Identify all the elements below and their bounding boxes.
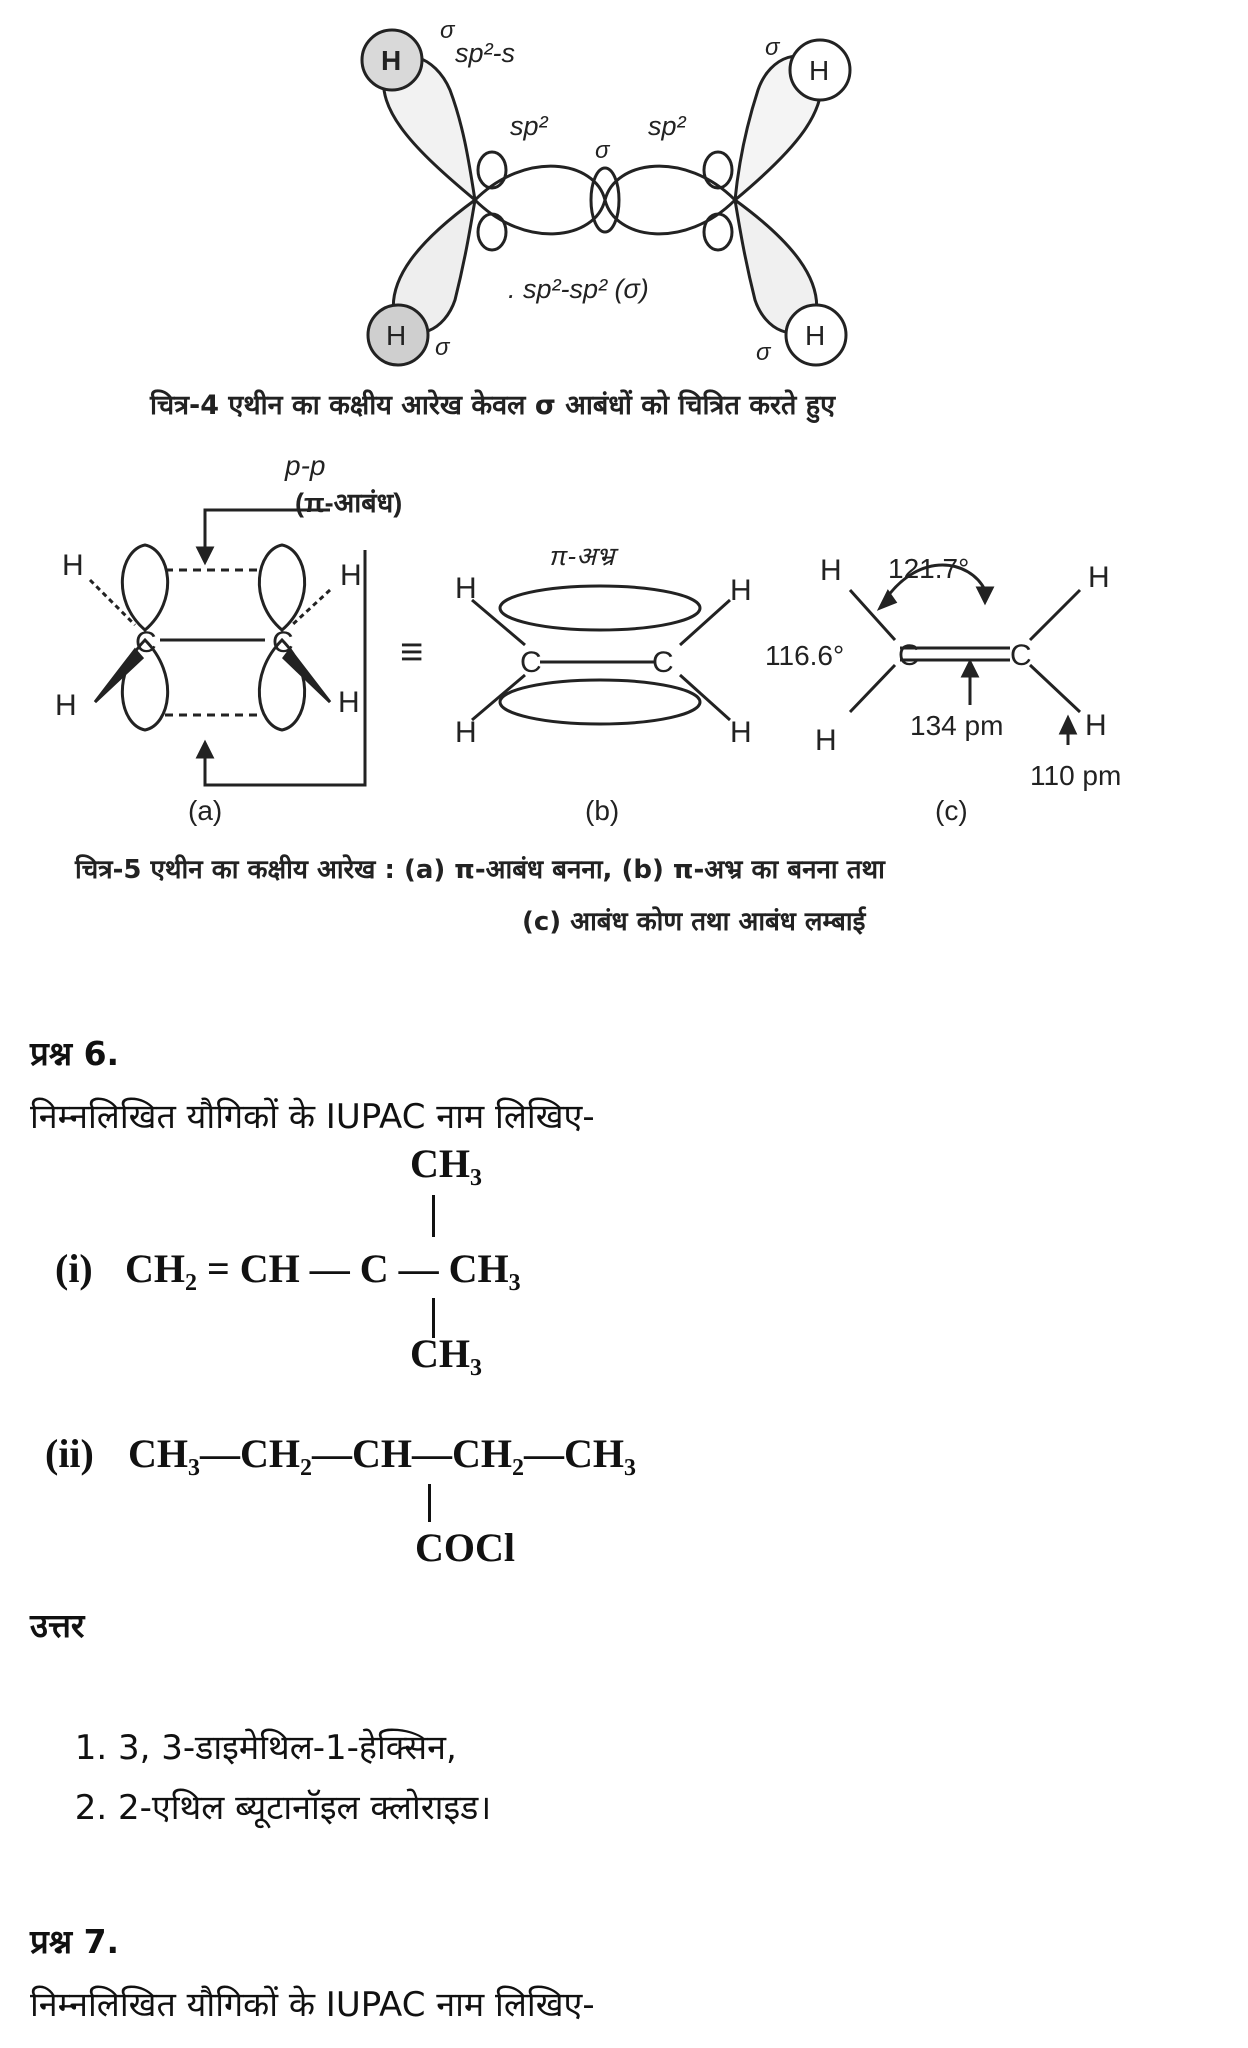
answer-heading: उत्तर xyxy=(30,1606,85,1645)
pp-label: p-p xyxy=(285,450,326,481)
h-a-4: H xyxy=(338,686,360,719)
c-b-2: C xyxy=(652,646,674,679)
len-134-label: 134 pm xyxy=(910,710,1004,741)
figure-5-caption-line-1: चित्र-5 एथीन का कक्षीय आरेख : (a) π-आबंध बनना, (b) π-अभ्र का बनना तथा xyxy=(75,855,885,885)
sp2-sp2-sigma-label: . sp²-sp² (σ) xyxy=(508,274,649,304)
h-label-4: H xyxy=(805,320,826,351)
pi-bond-label: (π-आबंध) xyxy=(295,488,403,518)
h-a-1: H xyxy=(62,549,84,582)
sp2-label-left: sp² xyxy=(510,111,548,141)
sigma-label-center: σ xyxy=(595,137,610,164)
h-c-4: H xyxy=(1085,709,1107,742)
question-6-text: निम्नलिखित यौगिकों के IUPAC नाम लिखिए- xyxy=(30,1097,595,1137)
compound-1-top-group: CH₃ xyxy=(410,1141,482,1186)
h-b-3: H xyxy=(455,716,477,749)
h-b-2: H xyxy=(730,574,752,607)
compound-2-label: (ii) xyxy=(45,1431,94,1476)
question-7-heading: प्रश्न 7. xyxy=(30,1922,120,1961)
sigma-label-1: σ xyxy=(440,17,455,44)
sub-label-b: (b) xyxy=(585,795,620,826)
h-c-2: H xyxy=(1088,561,1110,594)
diagram-a xyxy=(90,510,365,785)
sigma-label-2: σ xyxy=(765,34,780,61)
question-6-heading: प्रश्न 6. xyxy=(30,1034,120,1073)
answer-item-1: 1. 3, 3-डाइमेथिल-1-हेक्सिन, xyxy=(118,1718,1190,1778)
h-c-3: H xyxy=(815,724,837,757)
len-110-label: 110 pm xyxy=(1030,760,1122,791)
c-a-1: C xyxy=(135,626,157,659)
h-c-1: H xyxy=(820,554,842,587)
compound-1-main-chain: CH₂ = CH — C — CH₃ xyxy=(125,1246,521,1291)
h-b-1: H xyxy=(455,572,477,605)
sub-label-c: (c) xyxy=(935,795,968,826)
sigma-label-4: σ xyxy=(756,339,771,366)
sub-label-a: (a) xyxy=(188,795,223,826)
c-a-2: C xyxy=(272,626,294,659)
figure-5-caption-line-2: (c) आबंध कोण तथा आबंध लम्बाई xyxy=(522,907,866,937)
compound-2-main-chain: CH₃—CH₂—CH—CH₂—CH₃ xyxy=(128,1431,636,1476)
figure-5-pi-orbital-diagram xyxy=(40,450,1190,830)
compound-1-top-bond xyxy=(432,1195,435,1237)
question-7-text: निम्नलिखित यौगिकों के IUPAC नाम लिखिए- xyxy=(30,1985,595,2025)
c-c-1: C xyxy=(898,639,920,672)
compound-2-branch-bond xyxy=(428,1484,431,1522)
angle-121-label: 121.7° xyxy=(888,553,970,584)
h-a-3: H xyxy=(55,689,77,722)
sigma-label-3: σ xyxy=(435,334,450,361)
h-label-1: H xyxy=(381,45,402,76)
compound-1-label: (i) xyxy=(55,1246,93,1291)
pi-cloud-label: π-अभ्र xyxy=(550,541,615,571)
sp2-s-label: sp²-s xyxy=(455,38,515,68)
h-label-3: H xyxy=(386,320,407,351)
c-b-1: C xyxy=(520,646,542,679)
figure-4-sigma-orbital-diagram xyxy=(340,0,880,370)
equiv-sign: ≡ xyxy=(400,630,424,674)
h-a-2: H xyxy=(340,559,362,592)
answer-item-2: 2. 2-एथिल ब्यूटानॉइल क्लोराइड। xyxy=(118,1778,1190,1838)
answer-list xyxy=(40,1718,1190,1838)
compound-1-bottom-group: CH₃ xyxy=(410,1331,482,1376)
compound-2-substituent: COCl xyxy=(415,1525,515,1570)
sp2-label-right: sp² xyxy=(648,111,686,141)
angle-116-label: 116.6° xyxy=(765,640,845,671)
h-b-4: H xyxy=(730,716,752,749)
figure-4-caption: चित्र-4 एथीन का कक्षीय आरेख केवल σ आबंधों को चित्रित करते हुए xyxy=(150,390,836,421)
c-c-2: C xyxy=(1010,639,1032,672)
h-label-2: H xyxy=(809,55,830,86)
